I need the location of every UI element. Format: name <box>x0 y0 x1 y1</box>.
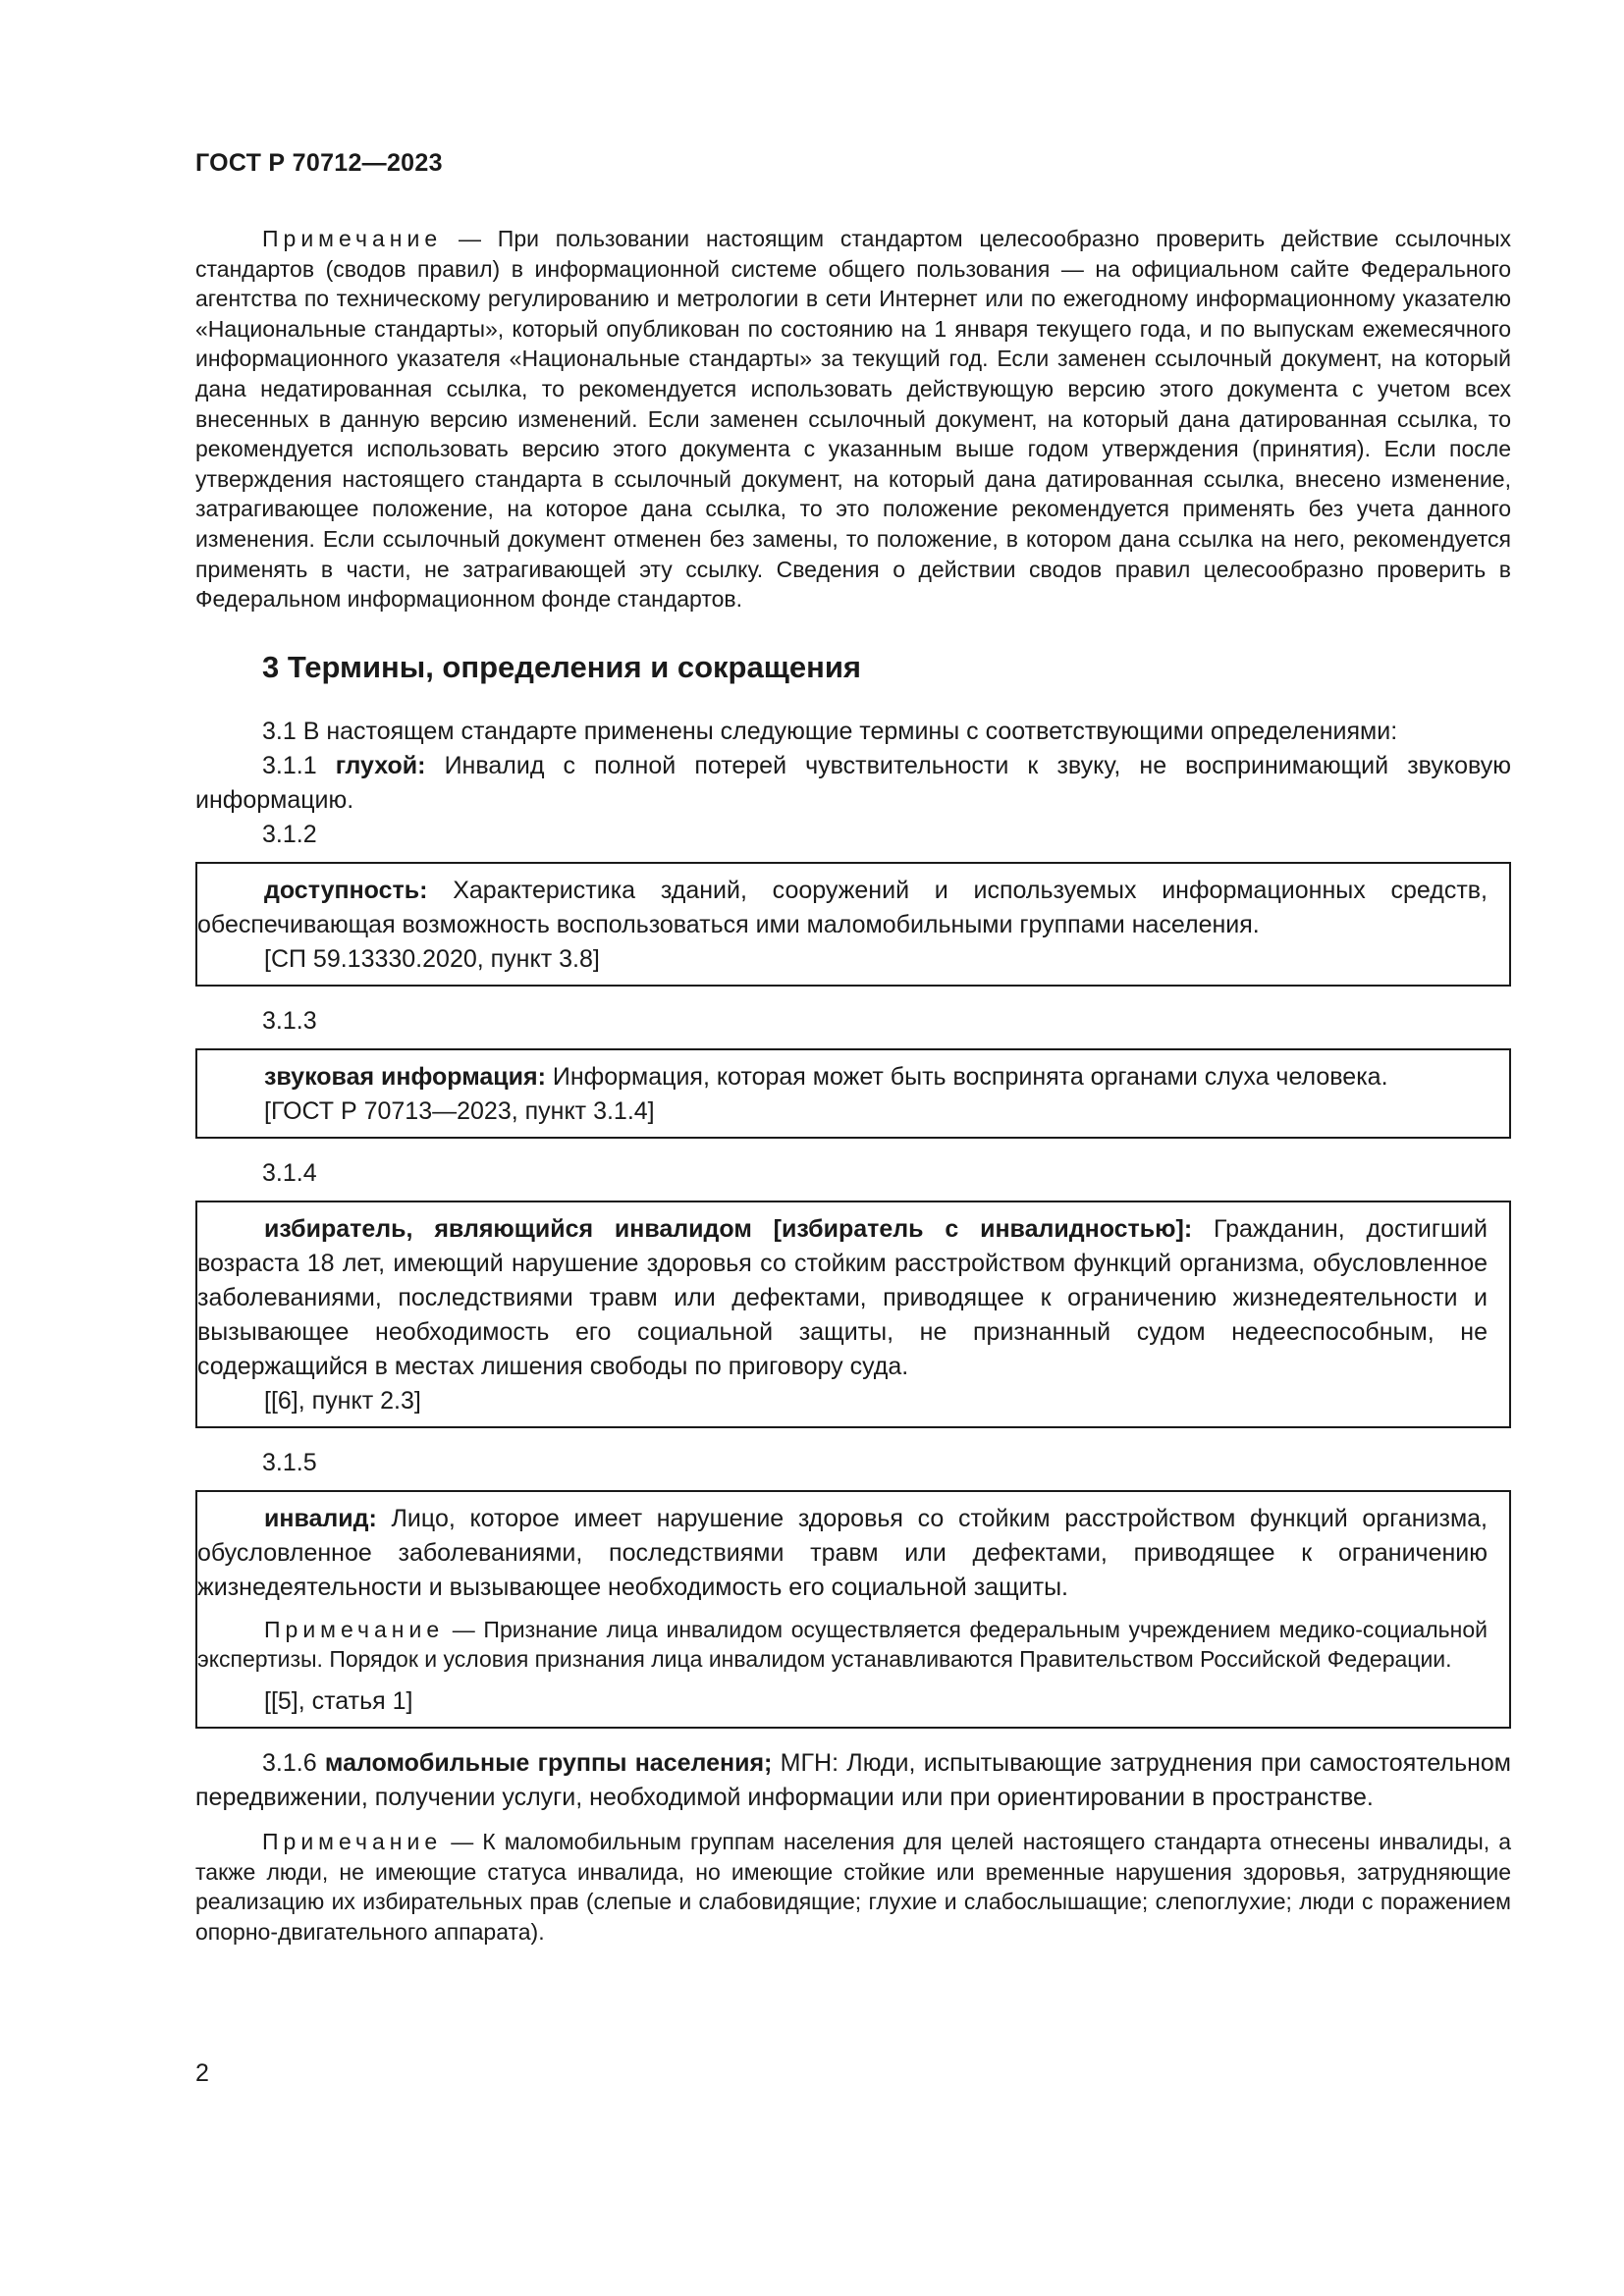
section-title: 3 Термины, определения и сокращения <box>262 649 861 684</box>
term-3-1-1 <box>195 749 1511 818</box>
note-label: Примечание <box>262 1828 443 1854</box>
term-number-3-1-3: 3.1.3 <box>262 1006 317 1035</box>
note-text: — К маломобильным группам населения для целей настоящего стандарта отнесены инвалиды, а также люди, не имеющие статуса инвалида, но имеющие стойкие или временные нарушения здоровья, затрудняющие реализацию их избирательных прав (слепые и слабовидящие; глухие и слабослышащие; слепоглухие; люди с поражением опорно-двигательного аппарата). <box>195 1828 1511 1945</box>
term-definition: Инвалид с полной потерей чувствительности к звуку, не воспринимающий звуковую информацию. <box>195 751 1511 814</box>
term-source: [ГОСТ Р 70713—2023, пункт 3.1.4] <box>264 1096 655 1125</box>
note-label: Примечание <box>264 1616 445 1642</box>
term-source: [СП 59.13330.2020, пункт 3.8] <box>264 944 600 973</box>
note-text: — При пользовании настоящим стандартом целесообразно проверить действие ссылочных стандартов (сводов правил) в информационной системе общего пользования — на официальном сайте Федерального агентства по техническому регулированию и метрологии в сети Интернет или по ежегодному информационному указателю «Национальные стандарты», который опубликован по состоянию на 1 января текущего года, и по выпускам ежемесячного информационного указателя «Национальные стандарты» за текущий год. Если заменен ссылочный документ, на который дана недатированная ссылка, то рекомендуется использовать действующую версию этого документа с учетом всех внесенных в данную версию изменений. Если заменен ссылочный документ, на который дана датированная ссылка, то рекомендуется использовать версию этого документа с указанным выше годом утверждения (принятия). Если после утверждения настоящего стандарта в ссылочный документ, на который дана датированная ссылка, внесено изменение, затрагивающее положение, на которое дана ссылка, то это положение рекомендуется применять без учета данного изменения. Если ссылочный документ отменен без замены, то положение, в котором дана ссылка на него, рекомендуется применять в части, не затрагивающей эту ссылку. Сведения о действии сводов правил целесообразно проверить в Федеральном информационном фонде стандартов. <box>195 226 1511 613</box>
term-number-3-1-4: 3.1.4 <box>262 1158 317 1187</box>
term-3-1-6 <box>195 1746 1511 1815</box>
term-box-3-1-3 <box>195 1048 1511 1139</box>
term-3-1-2 <box>197 874 1488 942</box>
page-header-doc-code: ГОСТ Р 70712—2023 <box>195 149 443 177</box>
page-content <box>195 224 1511 1947</box>
term-note-3-1-6 <box>195 1827 1511 1947</box>
term-number: 3.1.1 <box>262 751 336 779</box>
term-3-1-5 <box>197 1502 1488 1605</box>
term-definition: Гражданин, достигший возраста 18 лет, имеющий нарушение здоровья со стойким расстройством функций организма, обусловленное заболеваниями, последствиями травм или дефектами, приводящее к ограничению жизнедеятельности и вызывающее необходимость его социальной защиты, не признанный судом недееспособным, не содержащийся в местах лишения свободы по приговору суда. <box>197 1214 1488 1380</box>
paragraph-3-1: 3.1 В настоящем стандарте применены следующие термины с соответствующими определениями: <box>262 717 1398 745</box>
term-name: доступность: <box>264 876 428 904</box>
term-number: 3.1.6 <box>262 1748 325 1777</box>
note-label: Примечание <box>262 226 443 251</box>
term-definition: Информация, которая может быть воспринята органами слуха человека. <box>545 1062 1388 1091</box>
term-definition: Лицо, которое имеет нарушение здоровья со стойким расстройством функций организма, обусловленное заболеваниями, последствиями травм или дефектами, приводящее к ограничению жизнедеятельности и вызывающее необходимость его социальной защиты. <box>197 1504 1488 1601</box>
term-3-1-4 <box>197 1212 1488 1384</box>
term-number-3-1-5: 3.1.5 <box>262 1448 317 1476</box>
term-name: избиратель, являющийся инвалидом [избиратель с инвалидностью]: <box>264 1214 1193 1243</box>
term-number-3-1-2: 3.1.2 <box>262 820 317 848</box>
term-name: звуковая информация: <box>264 1062 546 1091</box>
term-name: маломобильные группы населения; <box>324 1748 773 1777</box>
note-text: — Признание лица инвалидом осуществляется федеральным учреждением медико-социальной экспертизы. Порядок и условия признания лица инвалидом устанавливаются Правительством Российской Федерации. <box>197 1616 1488 1673</box>
term-source: [[5], статья 1] <box>264 1686 413 1715</box>
term-name: глухой: <box>335 751 426 779</box>
term-definition: МГН: Люди, испытывающие затруднения при самостоятельном передвижении, получении услуги, необходимой информации или при ориентировании в пространстве. <box>195 1748 1511 1811</box>
term-definition: Характеристика зданий, сооружений и используемых информационных средств, обеспечивающая возможность воспользоваться ими маломобильными группами населения. <box>197 876 1488 938</box>
intro-note <box>195 224 1511 614</box>
term-box-3-1-4 <box>195 1201 1511 1428</box>
page-number: 2 <box>195 2059 209 2087</box>
term-source: [[6], пункт 2.3] <box>264 1386 421 1415</box>
term-box-3-1-2 <box>195 862 1511 987</box>
term-note <box>197 1615 1488 1675</box>
term-3-1-3 <box>197 1060 1488 1095</box>
term-name: инвалид: <box>264 1504 377 1532</box>
term-box-3-1-5 <box>195 1490 1511 1729</box>
